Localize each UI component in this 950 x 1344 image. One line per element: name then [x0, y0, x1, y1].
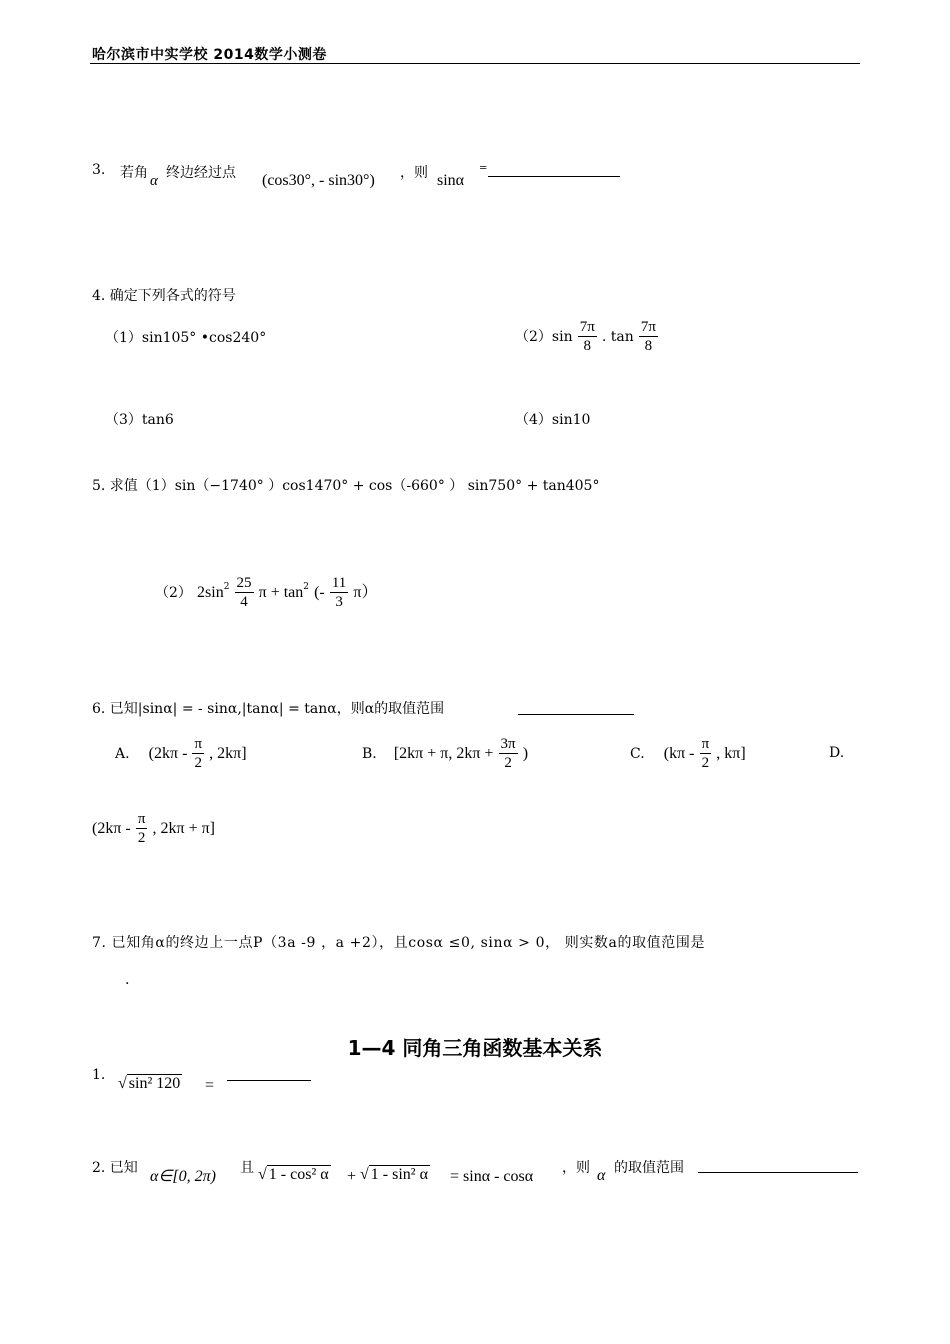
q5-part2: （2） $2\sin^2$ $\frac{25}{4}$ $\pi + \tan^2$ (- $\frac{11}{3}$ π） [155, 575, 378, 610]
s2-rhs: = sinα - cosα [450, 1168, 534, 1185]
q3-number: 3. [92, 162, 106, 178]
s2-root2: √ 1 - sin² α [360, 1166, 428, 1183]
q4-part2-fraction1: $\frac{7\pi}{8}$ [579, 319, 595, 354]
q3-answer-blank[interactable] [488, 176, 620, 177]
q6-option-c-post: , kπ] [716, 745, 746, 762]
q6-option-d-post: , 2kπ + π] [152, 820, 216, 837]
q6-option-a-pre: (2kπ - [148, 745, 188, 762]
q6-option-d[interactable] [92, 810, 215, 847]
q7-dot: . [125, 972, 130, 988]
q5-line1: 5. 求值（1）sin（−1740° ）cos1470° + cos（-660° ） sin750° + tan405° [92, 478, 600, 494]
q3-text2: 终边经过点 [166, 165, 236, 181]
q4-part4: （4）sin10 [515, 412, 591, 428]
q6-option-a-post: , 2kπ] [209, 745, 247, 762]
q6-stem: 6. 已知|sinα| = - sinα,|tanα| = tanα，则α的取值范围 [92, 701, 445, 717]
q6-option-b-fraction: $\frac{3\pi}{2}$ [500, 736, 516, 771]
s2-tail2: 的取值范围 [614, 1160, 684, 1176]
q6-option-b[interactable] [362, 735, 528, 772]
q5-part2-sin: 2sin [197, 584, 224, 601]
s1-answer-blank[interactable] [227, 1080, 311, 1081]
s1-number: 1. [92, 1067, 106, 1083]
q5-part2-label: （2） [155, 585, 192, 601]
q3-text3: ，则 [400, 165, 428, 181]
q6-option-a[interactable] [115, 735, 247, 772]
q3-text1: 若角 [120, 165, 148, 181]
s2-alpha: α [597, 1167, 606, 1184]
s2-number: 2. 已知 [92, 1160, 138, 1176]
q4-part3: （3）tan6 [105, 412, 174, 428]
q6-option-b-pre: [2kπ + π, 2kπ + [393, 745, 494, 762]
q6-option-d-pre: (2kπ - [92, 820, 131, 837]
q3-eq: = [479, 163, 488, 174]
s1-eq: = [205, 1077, 215, 1094]
section-title: 1—4 同角三角函数基本关系 [347, 1036, 603, 1060]
q5-part2-tan: π + tan [258, 584, 304, 601]
q5-part2-paren: (- [314, 584, 325, 601]
q7-line: 7. 已知角α的终边上一点P（3a -9 ，a +2），且cosα ≤0, sinα > 0， 则实数a的取值范围是 [92, 935, 706, 951]
q5-part2-fraction2: $\frac{11}{3}$ [331, 575, 347, 610]
q4-part2-mid: . tan [601, 329, 634, 345]
s1-expression: √ sin² 120 [118, 1075, 181, 1092]
q6-option-d-fraction: $\frac{\pi}{2}$ [137, 811, 146, 846]
s2-and: 且 [240, 1160, 254, 1176]
q6-option-c-pre: (kπ - [663, 745, 695, 762]
s2-plus: + [347, 1168, 357, 1185]
q6-option-a-fraction: $\frac{\pi}{2}$ [194, 736, 203, 771]
q6-option-c[interactable] [630, 735, 746, 772]
q3-alpha: α [150, 173, 158, 189]
q6-option-c-fraction: $\frac{\pi}{2}$ [701, 736, 710, 771]
s2-tail: ，则 [562, 1160, 590, 1176]
q6-answer-blank[interactable] [518, 714, 634, 715]
s2-answer-blank[interactable] [698, 1172, 858, 1173]
s1-radicand: sin² 120 [128, 1075, 181, 1092]
q3-expr: sinα [437, 172, 465, 189]
s2-condition: α∈[0, 2π) [150, 1168, 216, 1185]
q6-option-b-label: B. [362, 746, 377, 762]
q6-option-d-label[interactable]: D. [829, 745, 845, 761]
header-rule [90, 63, 860, 64]
q4-part2-fraction2: $\frac{7\pi}{8}$ [640, 319, 656, 354]
q3-point: (cos30°, - sin30°) [262, 172, 375, 189]
q4-title: 4. 确定下列各式的符号 [92, 288, 236, 304]
q4-part1: （1）sin105° •cos240° [105, 330, 267, 346]
s2-root1: √ 1 - cos² α [258, 1166, 329, 1183]
q5-part2-fraction1: $\frac{25}{4}$ [236, 575, 252, 610]
header-title: 哈尔滨市中实学校 2014数学小测卷 [92, 47, 327, 63]
q4-part2-label: （2）sin [515, 329, 573, 345]
q4-part2 [515, 318, 658, 355]
q6-option-a-label: A. [115, 746, 130, 762]
q6-option-c-label: C. [630, 746, 645, 762]
q5-part2-end: π） [353, 584, 378, 601]
q6-option-b-post: ) [522, 745, 529, 762]
